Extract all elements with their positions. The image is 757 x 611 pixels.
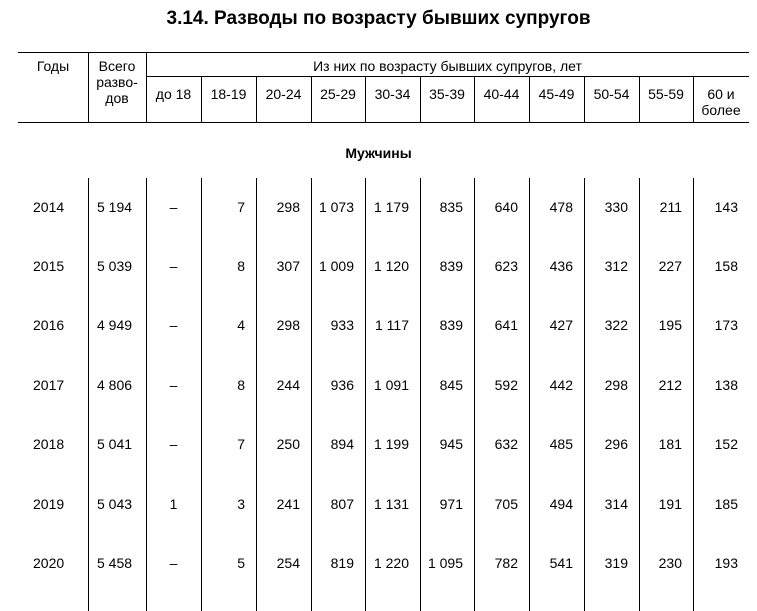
row-value: 640: [494, 199, 518, 215]
row-value: 1 009: [318, 258, 354, 274]
rule-v-body: [201, 178, 202, 611]
row-year: 2017: [33, 377, 65, 393]
row-value: 241: [276, 496, 300, 512]
header-age-col-60plus: более: [701, 102, 741, 118]
row-value: 623: [494, 258, 518, 274]
rule-v-body: [146, 178, 147, 611]
row-year: 2020: [33, 555, 65, 571]
rule-v-body: [88, 178, 89, 611]
row-value: 1 091: [373, 377, 409, 393]
row-value: –: [169, 317, 178, 333]
row-value: 1 199: [373, 436, 409, 452]
row-value: 933: [330, 317, 354, 333]
row-value: 839: [439, 317, 463, 333]
row-value: 185: [714, 496, 738, 512]
rule-v-body: [311, 178, 312, 611]
row-value: 173: [714, 317, 738, 333]
row-value: 7: [237, 199, 245, 215]
row-value: 296: [604, 436, 628, 452]
row-value: 158: [714, 258, 738, 274]
header-age-col: 35-39: [429, 86, 465, 102]
rule-top: [18, 52, 749, 53]
row-value: 307: [276, 258, 300, 274]
row-value: 478: [549, 199, 573, 215]
row-value: –: [169, 199, 178, 215]
row-value: 839: [439, 258, 463, 274]
header-age-col-60plus: 60 и: [707, 86, 735, 102]
row-value: 298: [604, 377, 628, 393]
section-title: Мужчины: [345, 145, 412, 161]
rule-v-body: [420, 178, 421, 611]
row-total: 5 043: [97, 496, 133, 512]
row-value: 541: [549, 555, 573, 571]
row-value: 945: [439, 436, 463, 452]
row-year: 2019: [33, 496, 65, 512]
row-value: 485: [549, 436, 573, 452]
row-value: 807: [330, 496, 354, 512]
row-value: 4: [237, 317, 245, 333]
row-value: 212: [658, 377, 682, 393]
row-value: 244: [276, 377, 300, 393]
row-total: 5 458: [97, 555, 133, 571]
header-age-col: до 18: [155, 86, 192, 102]
row-value: 312: [604, 258, 628, 274]
row-value: 193: [714, 555, 738, 571]
row-value: 442: [549, 377, 573, 393]
row-value: 632: [494, 436, 518, 452]
table-title: 3.14. Разводы по возрасту бывших супругов: [166, 8, 591, 29]
header-age-col: 20-24: [265, 86, 302, 102]
row-value: 181: [658, 436, 682, 452]
row-value: 191: [658, 496, 682, 512]
row-value: 7: [237, 436, 245, 452]
row-value: 641: [494, 317, 518, 333]
row-value: 427: [549, 317, 573, 333]
rule-v-body: [256, 178, 257, 611]
header-years: Годы: [36, 58, 70, 74]
header-age-col: 50-54: [593, 86, 630, 102]
rule-v-body: [639, 178, 640, 611]
row-value: –: [169, 436, 178, 452]
row-value: 298: [276, 317, 300, 333]
row-total: 4 806: [97, 377, 133, 393]
row-year: 2018: [33, 436, 65, 452]
row-value: 494: [549, 496, 573, 512]
rule-v-body: [529, 178, 530, 611]
row-total: 5 039: [97, 258, 133, 274]
row-value: 971: [439, 496, 463, 512]
row-value: 227: [658, 258, 682, 274]
header-age-col: 40-44: [483, 86, 520, 102]
row-value: –: [169, 258, 178, 274]
rule-v-body: [474, 178, 475, 611]
row-value: 195: [658, 317, 682, 333]
row-value: 230: [658, 555, 682, 571]
row-value: 298: [276, 199, 300, 215]
rule-v-body: [365, 178, 366, 611]
row-year: 2015: [33, 258, 65, 274]
header-age-col: 30-34: [374, 86, 411, 102]
row-value: 138: [714, 377, 738, 393]
header-age-col: 55-59: [648, 86, 684, 102]
row-value: 3: [237, 496, 245, 512]
row-value: 845: [439, 377, 463, 393]
row-value: 152: [714, 436, 738, 452]
row-year: 2016: [33, 317, 65, 333]
header-age-col: 18-19: [210, 86, 247, 102]
row-value: 319: [604, 555, 628, 571]
row-value: 592: [494, 377, 518, 393]
row-year: 2014: [33, 199, 65, 215]
row-value: –: [169, 555, 178, 571]
row-value: 8: [237, 377, 245, 393]
row-value: 894: [330, 436, 354, 452]
rule-group: [146, 76, 749, 77]
header-age-col: 25-29: [320, 86, 356, 102]
rule-header-bottom: [18, 122, 749, 123]
row-value: 322: [604, 317, 628, 333]
row-value: 314: [604, 496, 628, 512]
header-total-line: дов: [105, 90, 129, 106]
rule-v-body: [693, 178, 694, 611]
row-value: 1 131: [373, 496, 409, 512]
row-total: 5 194: [97, 199, 133, 215]
row-value: 936: [330, 377, 354, 393]
row-value: 1 073: [318, 199, 354, 215]
row-value: 1 120: [373, 258, 409, 274]
row-value: 1 220: [373, 555, 409, 571]
row-value: 211: [659, 199, 682, 215]
row-value: 250: [276, 436, 300, 452]
row-value: 1: [169, 496, 178, 512]
header-age-group: Из них по возрасту бывших супругов, лет: [313, 58, 582, 74]
header-total-line: Всего: [98, 58, 136, 74]
row-value: 254: [276, 555, 300, 571]
row-value: 819: [330, 555, 354, 571]
row-value: 330: [604, 199, 628, 215]
header-age-col: 45-49: [538, 86, 575, 102]
row-value: 1 179: [373, 199, 409, 215]
row-value: 705: [494, 496, 518, 512]
row-value: 143: [714, 199, 738, 215]
header-total-line: разво-: [96, 74, 138, 90]
row-value: 1 117: [375, 317, 409, 333]
rule-v-body: [584, 178, 585, 611]
row-value: –: [169, 377, 178, 393]
row-value: 1 095: [427, 555, 463, 571]
row-value: 5: [237, 555, 245, 571]
row-value: 436: [549, 258, 573, 274]
row-total: 5 041: [97, 436, 133, 452]
row-value: 835: [439, 199, 463, 215]
row-value: 8: [237, 258, 245, 274]
row-total: 4 949: [97, 317, 133, 333]
row-value: 782: [494, 555, 518, 571]
